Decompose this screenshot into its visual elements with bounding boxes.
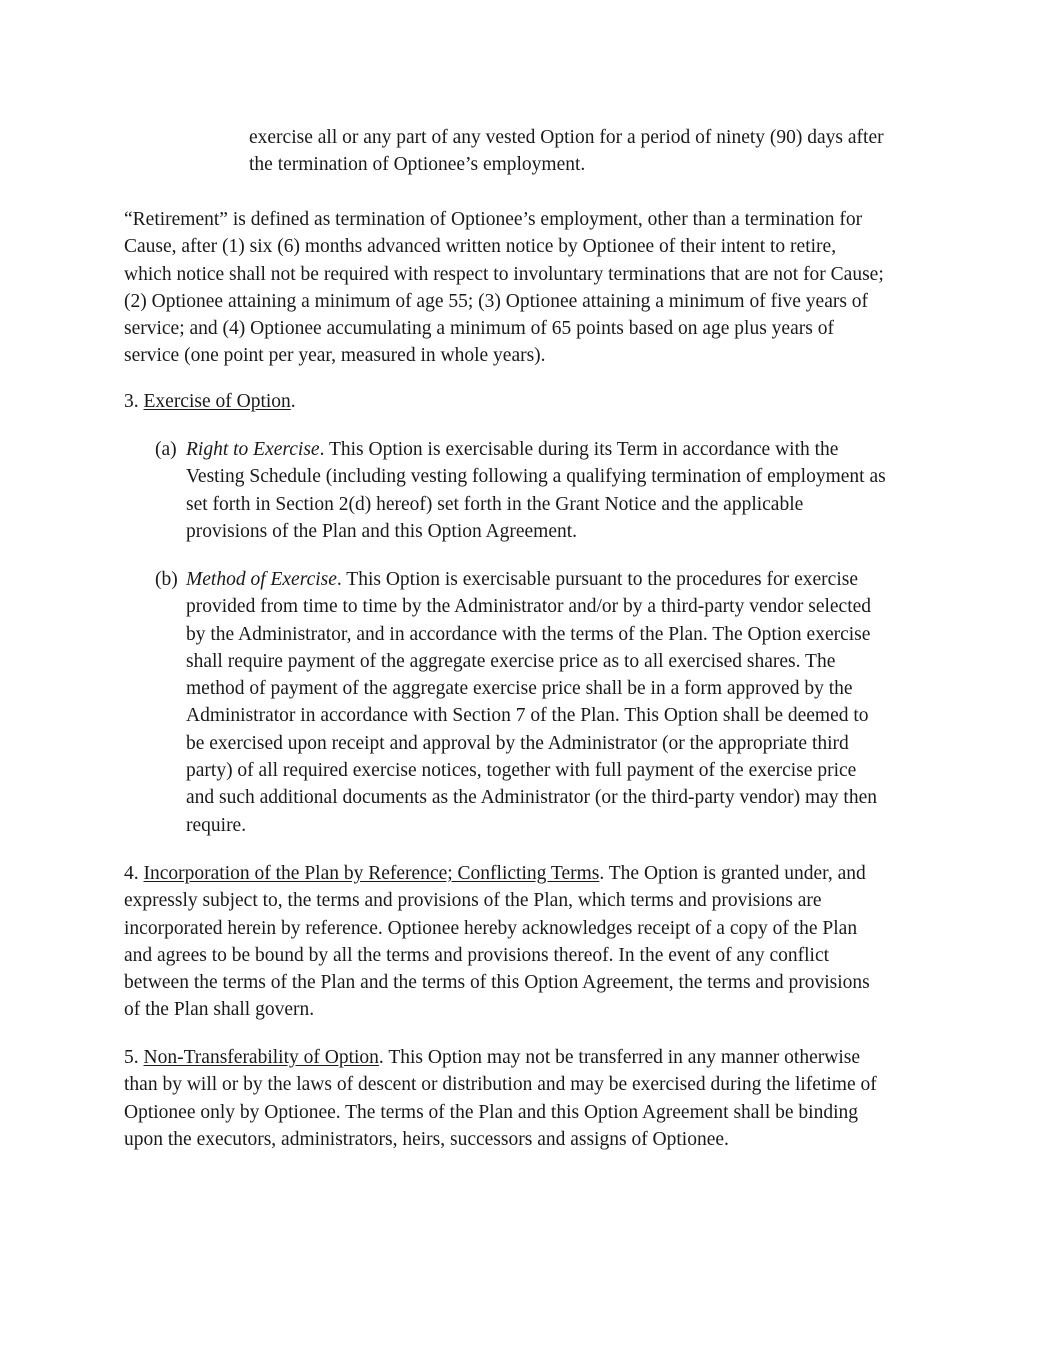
section-5: [124, 1044, 877, 1153]
text-line: Cause, after (1) six (6) months advanced written notice by Optionee of their intent to retire,: [124, 236, 837, 258]
section-title: Incorporation of the Plan by Reference; Conflicting Terms: [143, 863, 600, 884]
text-line: service (one point per year, measured in whole years).: [124, 345, 546, 367]
text-line: service; and (4) Optionee accumulating a minimum of 65 points based on age plus years of: [124, 318, 834, 340]
text-line: “Retirement” is defined as termination of Optionee’s employment, other than a termination for: [124, 209, 863, 230]
subsection-b: [186, 566, 877, 839]
retirement-paragraph: [124, 206, 884, 370]
text-line: require.: [186, 814, 247, 836]
subsection-title: Right to Exercise: [186, 439, 320, 460]
text-line: Vesting Schedule (including vesting following a qualifying termination of employment as: [186, 466, 886, 488]
text-line: the termination of Optionee’s employment.: [249, 154, 586, 176]
section-number: 4.: [124, 863, 144, 884]
text-line: by the Administrator, and in accordance with the terms of the Plan. The Option exercise: [186, 623, 871, 645]
text-line: of the Plan shall govern.: [124, 999, 315, 1021]
subsection-b-marker: (b): [155, 569, 178, 590]
text-line: expressly subject to, the terms and provisions of the Plan, which terms and provisions are: [124, 890, 822, 912]
section-3-heading: [124, 388, 296, 415]
text-line: and agrees to be bound by all the terms and provisions thereof. In the event of any conflict: [124, 944, 830, 966]
text-line: shall require payment of the aggregate exercise price as to all exercised shares. The: [186, 650, 836, 672]
text-line: than by will or by the laws of descent or distribution and may be exercised during the lifetime of: [124, 1074, 877, 1096]
text-line: method of payment of the aggregate exercise price shall be in a form approved by the: [186, 678, 853, 700]
section-number: 3.: [124, 391, 144, 412]
text-line: party) of all required exercise notices, together with full payment of the exercise price: [186, 760, 857, 782]
text-line: exercise all or any part of any vested Option for a period of ninety (90) days after: [249, 127, 884, 148]
subsection-title: Method of Exercise: [186, 569, 337, 590]
section-title: Exercise of Option: [143, 391, 291, 412]
text-line: . This Option may not be transferred in any manner otherwise: [378, 1047, 860, 1068]
text-line: provisions of the Plan and this Option Agreement.: [186, 520, 578, 542]
text-line: Optionee only by Optionee. The terms of the Plan and this Option Agreement shall be binding: [124, 1101, 859, 1123]
subsection-a-marker: (a): [155, 439, 177, 460]
text-line: (2) Optionee attaining a minimum of age 55; (3) Optionee attaining a minimum of five years of: [124, 290, 869, 312]
section-4: [124, 860, 870, 1024]
text-line: incorporated herein by reference. Optionee hereby acknowledges receipt of a copy of the Plan: [124, 917, 858, 939]
text-line: be exercised upon receipt and approval by the Administrator (or the appropriate third: [186, 732, 849, 754]
text-line: . The Option is granted under, and: [599, 863, 866, 884]
intro-paragraph: [249, 124, 884, 179]
subsection-a: [186, 436, 886, 545]
heading-period: .: [290, 391, 296, 412]
text-line: set forth in Section 2(d) hereof) set forth in the Grant Notice and the applicable: [186, 493, 804, 515]
text-line: provided from time to time by the Administrator and/or by a third-party vendor selected: [186, 596, 872, 618]
section-number: 5.: [124, 1047, 144, 1068]
text-line: and such additional documents as the Administrator (or the third-party vendor) may then: [186, 787, 877, 809]
text-line: which notice shall not be required with respect to involuntary terminations that are not for Cause;: [124, 263, 884, 285]
text-line: Administrator in accordance with Section 7 of the Plan. This Option shall be deemed to: [186, 705, 869, 727]
text-line: upon the executors, administrators, heirs, successors and assigns of Optionee.: [124, 1128, 729, 1150]
text-line: . This Option is exercisable during its Term in accordance with the: [319, 439, 839, 460]
section-title: Non-Transferability of Option: [143, 1047, 379, 1068]
text-line: . This Option is exercisable pursuant to the procedures for exercise: [336, 569, 858, 590]
text-line: between the terms of the Plan and the terms of this Option Agreement, the terms and provisions: [124, 972, 870, 994]
